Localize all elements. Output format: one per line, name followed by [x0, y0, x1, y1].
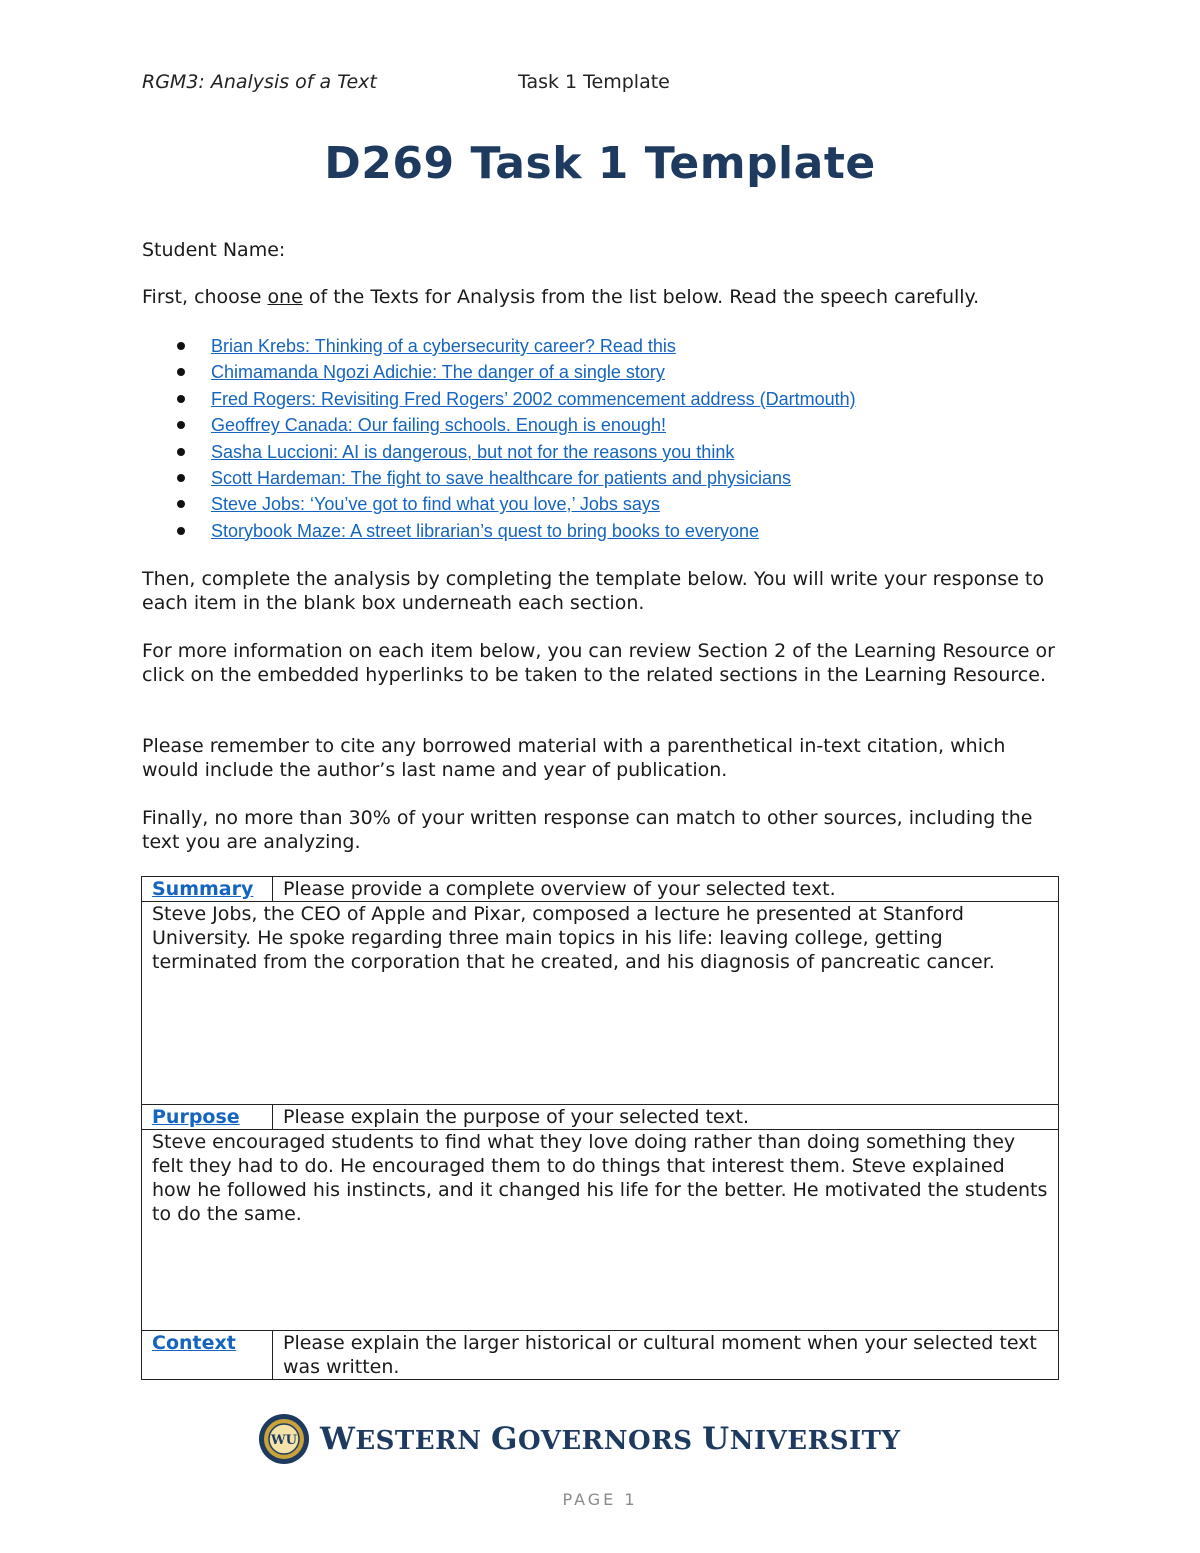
- originality-paragraph: Finally, no more than 30% of your written response can match to other sources, including the text you are analyzing.: [142, 807, 1033, 853]
- bullet-icon: [177, 395, 185, 403]
- text-link-krebs[interactable]: Brian Krebs: Thinking of a cybersecurity career? Read this: [211, 336, 676, 356]
- wgu-logo: [258, 1412, 901, 1466]
- instructions-paragraph: Then, complete the analysis by completing the template below. You will write your response to each item in the blank box underneath each section.: [142, 568, 1044, 614]
- text-link-hardeman[interactable]: Scott Hardeman: The fight to save healthcare for patients and physicians: [211, 467, 791, 488]
- page-number: PAGE 1: [562, 1490, 638, 1509]
- table-row: [142, 1130, 1059, 1331]
- purpose-link[interactable]: Purpose: [152, 1106, 240, 1128]
- list-item: [142, 387, 856, 413]
- template-label: Task 1 Template: [518, 71, 670, 93]
- analysis-template-table: [141, 876, 1059, 1380]
- resource-paragraph: For more information on each item below, you can review Section 2 of the Learning Resource or click on the embedded hyperlinks to be taken to the related sections in the Learning Resource.: [142, 640, 1055, 686]
- bullet-icon: [177, 448, 185, 456]
- summary-link[interactable]: Summary: [152, 878, 254, 900]
- bullet-icon: [177, 421, 185, 429]
- intro-text-before: First, choose: [142, 286, 268, 308]
- intro-emphasis: one: [267, 286, 303, 308]
- summary-response-box[interactable]: Steve Jobs, the CEO of Apple and Pixar, composed a lecture he presented at Stanford University. He spoke regarding three main topics in his life: leaving college, getting terminated from the corporation that he created, and his diagnosis of pancreatic cancer.: [142, 902, 1059, 1105]
- text-link-canada[interactable]: Geoffrey Canada: Our failing schools. Enough is enough!: [211, 415, 666, 436]
- section-prompt: Please explain the larger historical or cultural moment when your selected text was written.: [273, 1331, 1059, 1380]
- intro-text-after: of the Texts for Analysis from the list below. Read the speech carefully.: [302, 286, 980, 308]
- list-item: [142, 519, 856, 545]
- section-label-cell: [142, 877, 273, 902]
- list-item: [142, 466, 856, 492]
- university-seal-icon: [258, 1412, 310, 1466]
- bullet-icon: [177, 500, 185, 508]
- intro-paragraph: [142, 285, 1062, 309]
- table-row: [142, 1331, 1059, 1380]
- section-prompt: Please provide a complete overview of your selected text.: [273, 877, 1059, 902]
- document-title: D269 Task 1 Template: [324, 138, 876, 189]
- bullet-icon: [177, 368, 185, 376]
- context-link[interactable]: Context: [152, 1332, 236, 1354]
- bullet-icon: [177, 342, 185, 350]
- student-name-label: Student Name:: [142, 239, 286, 261]
- section-prompt: Please explain the purpose of your selected text.: [273, 1105, 1059, 1130]
- bullet-icon: [177, 527, 185, 535]
- section-label-cell: [142, 1331, 273, 1380]
- list-item: [142, 360, 856, 386]
- texts-for-analysis-list: [142, 334, 856, 545]
- purpose-response-box[interactable]: Steve encouraged students to find what they love doing rather than doing something they felt they had to do. He encouraged them to do things that interest them. Steve explained how he followed his instincts, and it changed his life for the better. He motivated the students to do the same.: [142, 1130, 1059, 1331]
- text-link-adichie[interactable]: Chimamanda Ngozi Adichie: The danger of a single story: [211, 362, 665, 383]
- seal-monogram: WU: [271, 1433, 297, 1448]
- section-label-cell: [142, 1105, 273, 1130]
- table-row: [142, 877, 1059, 902]
- course-title: RGM3: Analysis of a Text: [142, 71, 377, 93]
- list-item: [142, 334, 856, 360]
- text-link-luccioni[interactable]: Sasha Luccioni: AI is dangerous, but not for the reasons you think: [211, 441, 735, 462]
- text-link-rogers[interactable]: Fred Rogers: Revisiting Fred Rogers’ 2002 commencement address (Dartmouth): [211, 388, 856, 409]
- list-item: [142, 492, 856, 518]
- text-link-jobs[interactable]: Steve Jobs: ‘You’ve got to find what you love,’ Jobs says: [211, 494, 660, 515]
- list-item: [142, 440, 856, 466]
- citation-paragraph: Please remember to cite any borrowed material with a parenthetical in-text citation, which would include the author’s last name and year of publication.: [142, 735, 1006, 781]
- university-name: WESTERN GOVERNORS UNIVERSITY: [320, 1421, 901, 1457]
- table-row: [142, 902, 1059, 1105]
- page-header: [142, 71, 670, 93]
- text-link-storybook-maze[interactable]: Storybook Maze: A street librarian’s quest to bring books to everyone: [211, 520, 759, 541]
- table-row: [142, 1105, 1059, 1130]
- list-item: [142, 413, 856, 439]
- bullet-icon: [177, 474, 185, 482]
